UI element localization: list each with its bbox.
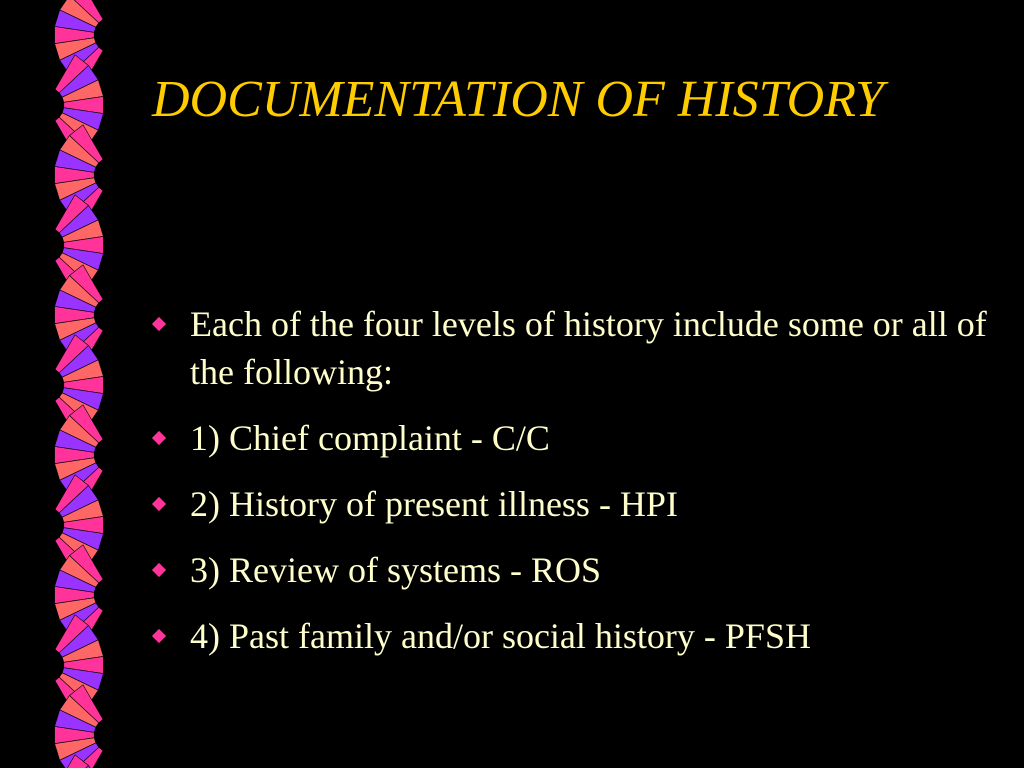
- bullet-list: [152, 300, 1002, 678]
- diamond-bullet-icon: [152, 317, 166, 331]
- bullet-text: 3) Review of systems - ROS: [190, 550, 601, 590]
- diamond-bullet-icon: [152, 497, 166, 511]
- bullet-item: [152, 546, 1002, 594]
- slide-title: DOCUMENTATION OF HISTORY: [152, 71, 884, 128]
- diamond-bullet-icon: [152, 563, 166, 577]
- pinwheel-fan-border: [0, 0, 140, 768]
- diamond-bullet-icon: [152, 431, 166, 445]
- diamond-bullet-icon: [152, 629, 166, 643]
- bullet-text: 2) History of present illness - HPI: [190, 484, 678, 524]
- bullet-text: 4) Past family and/or social history - PFSH: [190, 616, 811, 656]
- bullet-item: [152, 612, 1002, 660]
- bullet-text: Each of the four levels of history include some or all of the following:: [190, 304, 987, 392]
- bullet-item: [152, 414, 1002, 462]
- bullet-item: [152, 480, 1002, 528]
- bullet-text: 1) Chief complaint - C/C: [190, 418, 550, 458]
- bullet-item: [152, 300, 1002, 396]
